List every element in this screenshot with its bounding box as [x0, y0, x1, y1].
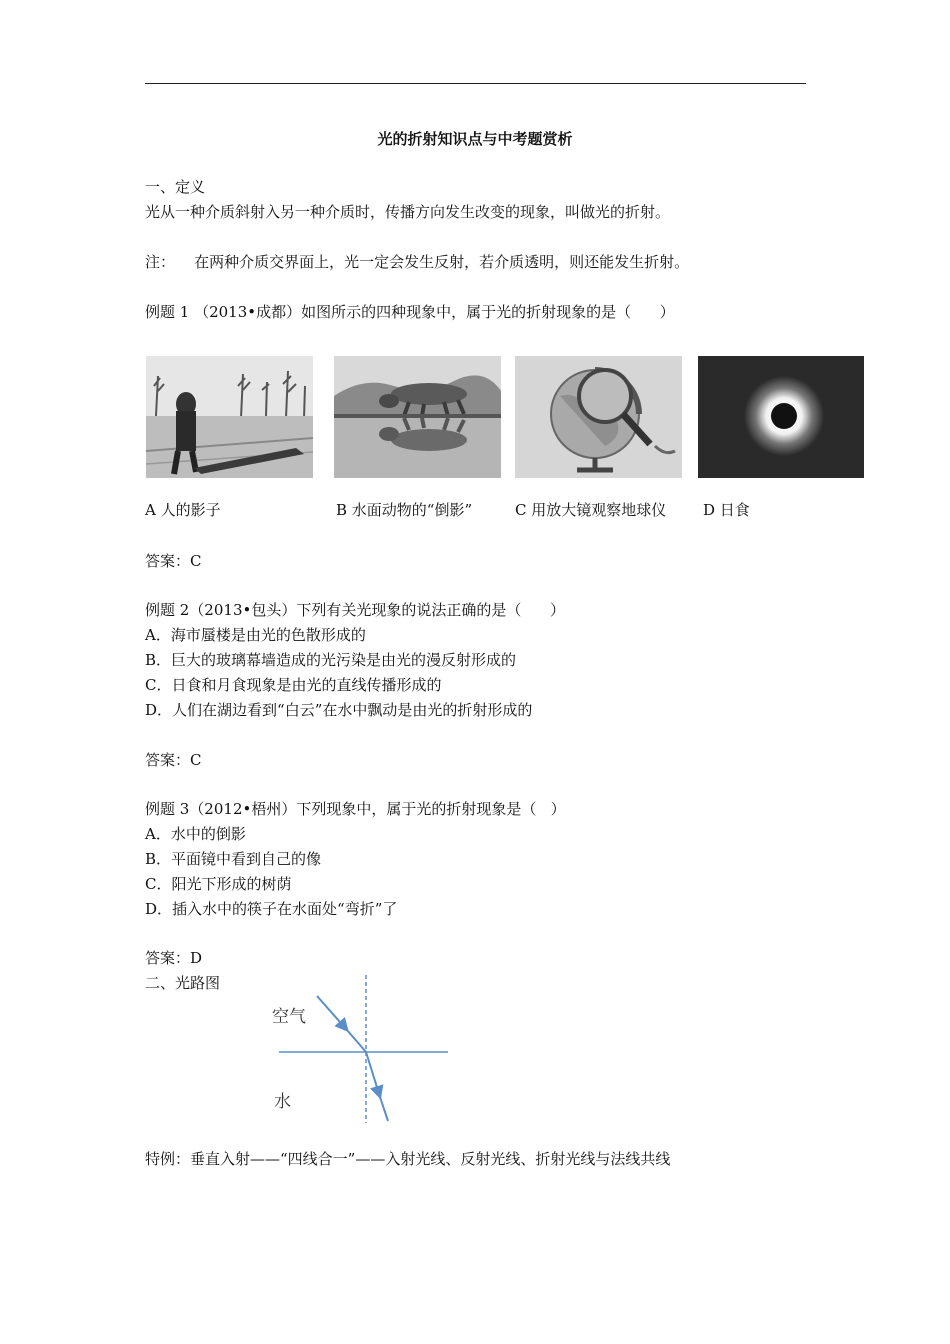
special-case-text: 特例：垂直入射——“四线合一”——入射光线、反射光线、折射光线与法线共线 [145, 1150, 671, 1168]
water-label: 水 [274, 1092, 291, 1112]
example3-option-b: B．平面镜中看到自己的像 [145, 850, 322, 868]
page-title: 光的折射知识点与中考题赏析 [377, 130, 573, 148]
photo-person-shadow [146, 356, 313, 478]
incident-ray [317, 996, 347, 1030]
section2-heading: 二、光路图 [145, 974, 221, 992]
air-label: 空气 [272, 1007, 306, 1027]
example2-option-b: B．巨大的玻璃幕墙造成的光污染是由光的漫反射形成的 [145, 651, 517, 669]
caption-b: B 水面动物的“倒影” [336, 501, 473, 519]
example1-question: 例题 1 （2013•成都）如图所示的四种现象中，属于光的折射现象的是（ ） [145, 303, 675, 321]
example2-option-c: C．日食和月食现象是由光的直线传播形成的 [145, 676, 442, 694]
example1-answer: 答案：C [145, 552, 202, 570]
example3-answer: 答案：D [145, 949, 203, 967]
example2-option-a: A．海市蜃楼是由光的色散形成的 [145, 626, 366, 644]
example2-answer: 答案：C [145, 751, 202, 769]
caption-a: A 人的影子 [145, 501, 221, 519]
example2-question: 例题 2（2013•包头）下列有关光现象的说法正确的是（ ） [145, 601, 565, 619]
example3-option-a: A．水中的倒影 [145, 825, 246, 843]
header-rule [145, 83, 806, 84]
caption-d: D 日食 [703, 501, 750, 519]
section1-heading: 一、定义 [145, 178, 206, 196]
example3-option-d: D．插入水中的筷子在水面处“弯折”了 [145, 900, 398, 918]
photo-solar-eclipse [698, 356, 864, 478]
photo-magnifier-globe [515, 356, 682, 478]
caption-c: C 用放大镜观察地球仪 [515, 501, 667, 519]
refracted-ray [366, 1052, 380, 1097]
note-text: 注： 在两种介质交界面上，光一定会发生反射，若介质透明，则还能发生折射。 [145, 253, 690, 271]
refraction-diagram [262, 975, 462, 1125]
definition-text: 光从一种介质斜射入另一种介质时，传播方向发生改变的现象，叫做光的折射。 [145, 203, 671, 221]
example2-option-d: D．人们在湖边看到“白云”在水中飘动是由光的折射形成的 [145, 701, 533, 719]
example3-question: 例题 3（2012•梧州）下列现象中，属于光的折射现象是（ ） [145, 800, 566, 818]
photo-animal-reflection [334, 356, 501, 478]
example3-option-c: C．阳光下形成的树荫 [145, 875, 292, 893]
